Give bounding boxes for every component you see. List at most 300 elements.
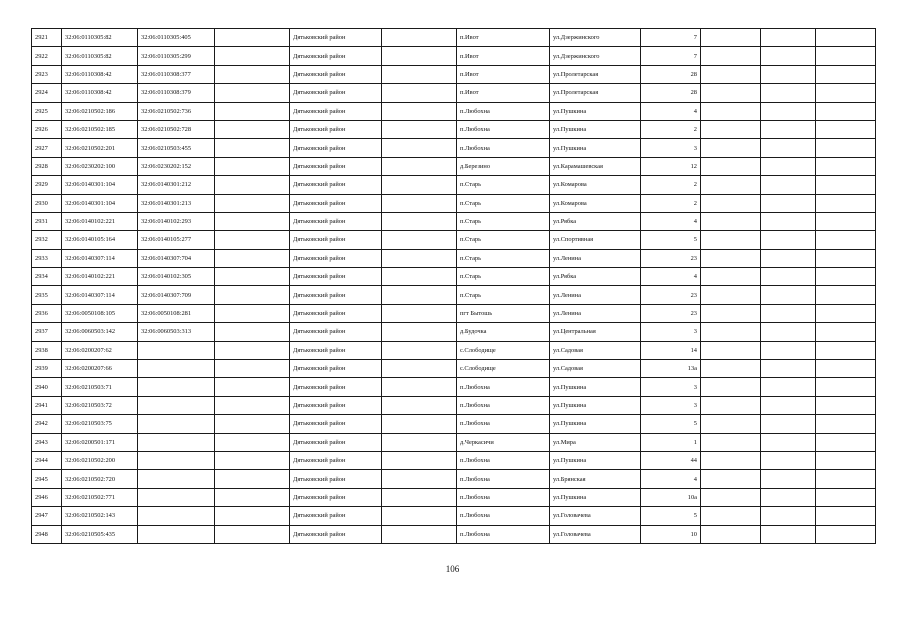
row-number-cell: 2927 <box>32 139 62 157</box>
table-row <box>32 378 876 396</box>
empty-cell <box>382 249 457 267</box>
table-row <box>32 525 876 543</box>
empty-cell <box>761 139 816 157</box>
empty-cell <box>816 341 876 359</box>
settlement-cell: д.Черкасичи <box>457 433 550 451</box>
object-cadastral-number-cell <box>138 415 215 433</box>
empty-cell <box>761 268 816 286</box>
district-cell: Дятьковский район <box>290 396 382 414</box>
district-cell: Дятьковский район <box>290 212 382 230</box>
empty-cell <box>761 47 816 65</box>
house-number-cell: 4 <box>641 470 701 488</box>
empty-cell <box>215 176 290 194</box>
table-row <box>32 286 876 304</box>
empty-cell <box>382 47 457 65</box>
settlement-cell: п.Любохна <box>457 396 550 414</box>
settlement-cell: п.Старь <box>457 212 550 230</box>
cadastral-number-cell: 32:06:0200207:66 <box>62 360 138 378</box>
empty-cell <box>382 231 457 249</box>
cadastral-number-cell: 32:06:0210502:143 <box>62 507 138 525</box>
empty-cell <box>816 304 876 322</box>
empty-cell <box>761 451 816 469</box>
table-row <box>32 120 876 138</box>
empty-cell <box>215 231 290 249</box>
empty-cell <box>701 360 761 378</box>
empty-cell <box>382 451 457 469</box>
empty-cell <box>761 323 816 341</box>
empty-cell <box>701 47 761 65</box>
table-row <box>32 47 876 65</box>
empty-cell <box>701 525 761 543</box>
settlement-cell: с.Слободище <box>457 341 550 359</box>
district-cell: Дятьковский район <box>290 451 382 469</box>
empty-cell <box>382 360 457 378</box>
empty-cell <box>382 286 457 304</box>
settlement-cell: п.Ивот <box>457 47 550 65</box>
settlement-cell: д.Будочка <box>457 323 550 341</box>
row-number-cell: 2948 <box>32 525 62 543</box>
settlement-cell: пгт Бытошь <box>457 304 550 322</box>
cadastral-number-cell: 32:06:0110305:82 <box>62 47 138 65</box>
table-row <box>32 396 876 414</box>
settlement-cell: п.Любохна <box>457 451 550 469</box>
empty-cell <box>761 157 816 175</box>
empty-cell <box>761 231 816 249</box>
empty-cell <box>761 286 816 304</box>
object-cadastral-number-cell: 32:06:0140301:212 <box>138 176 215 194</box>
house-number-cell: 23 <box>641 286 701 304</box>
cadastral-number-cell: 32:06:0110308:42 <box>62 65 138 83</box>
empty-cell <box>816 396 876 414</box>
table-row <box>32 231 876 249</box>
empty-cell <box>701 488 761 506</box>
row-number-cell: 2946 <box>32 488 62 506</box>
empty-cell <box>382 212 457 230</box>
empty-cell <box>215 286 290 304</box>
house-number-cell: 5 <box>641 415 701 433</box>
cadastral-number-cell: 32:06:0210503:72 <box>62 396 138 414</box>
empty-cell <box>215 304 290 322</box>
empty-cell <box>761 304 816 322</box>
district-cell: Дятьковский район <box>290 415 382 433</box>
empty-cell <box>215 360 290 378</box>
table-row <box>32 415 876 433</box>
house-number-cell: 5 <box>641 231 701 249</box>
cadastral-number-cell: 32:06:0210502:201 <box>62 139 138 157</box>
cadastral-number-cell: 32:06:0210502:186 <box>62 102 138 120</box>
cadastral-number-cell: 32:06:0140105:164 <box>62 231 138 249</box>
registry-table <box>31 28 876 544</box>
empty-cell <box>382 415 457 433</box>
empty-cell <box>761 212 816 230</box>
empty-cell <box>701 396 761 414</box>
house-number-cell: 23 <box>641 304 701 322</box>
empty-cell <box>215 139 290 157</box>
empty-cell <box>816 47 876 65</box>
empty-cell <box>816 139 876 157</box>
object-cadastral-number-cell <box>138 525 215 543</box>
street-cell: ул.Садовая <box>550 341 641 359</box>
house-number-cell: 12 <box>641 157 701 175</box>
table-row <box>32 304 876 322</box>
district-cell: Дятьковский район <box>290 286 382 304</box>
empty-cell <box>701 415 761 433</box>
empty-cell <box>382 433 457 451</box>
district-cell: Дятьковский район <box>290 176 382 194</box>
empty-cell <box>761 433 816 451</box>
table-row <box>32 470 876 488</box>
cadastral-number-cell: 32:06:0140301:104 <box>62 176 138 194</box>
empty-cell <box>382 470 457 488</box>
cadastral-number-cell: 32:06:0210503:75 <box>62 415 138 433</box>
empty-cell <box>215 29 290 47</box>
cadastral-number-cell: 32:06:0060503:142 <box>62 323 138 341</box>
empty-cell <box>701 378 761 396</box>
empty-cell <box>215 157 290 175</box>
row-number-cell: 2921 <box>32 29 62 47</box>
street-cell: ул.Пролетарская <box>550 84 641 102</box>
house-number-cell: 1 <box>641 433 701 451</box>
district-cell: Дятьковский район <box>290 470 382 488</box>
street-cell: ул.Садовая <box>550 360 641 378</box>
settlement-cell: п.Любохна <box>457 507 550 525</box>
empty-cell <box>215 415 290 433</box>
cadastral-number-cell: 32:06:0140102:221 <box>62 268 138 286</box>
row-number-cell: 2943 <box>32 433 62 451</box>
empty-cell <box>382 65 457 83</box>
empty-cell <box>701 268 761 286</box>
empty-cell <box>701 507 761 525</box>
empty-cell <box>382 525 457 543</box>
table-row <box>32 176 876 194</box>
empty-cell <box>816 451 876 469</box>
cadastral-number-cell: 32:06:0140102:221 <box>62 212 138 230</box>
empty-cell <box>761 249 816 267</box>
object-cadastral-number-cell: 32:06:0110305:299 <box>138 47 215 65</box>
empty-cell <box>761 194 816 212</box>
empty-cell <box>382 378 457 396</box>
object-cadastral-number-cell: 32:06:0140301:213 <box>138 194 215 212</box>
empty-cell <box>761 507 816 525</box>
street-cell: ул.Пушкина <box>550 488 641 506</box>
house-number-cell: 4 <box>641 212 701 230</box>
empty-cell <box>761 470 816 488</box>
empty-cell <box>701 65 761 83</box>
object-cadastral-number-cell <box>138 488 215 506</box>
row-number-cell: 2947 <box>32 507 62 525</box>
cadastral-number-cell: 32:06:0140307:114 <box>62 249 138 267</box>
empty-cell <box>761 65 816 83</box>
empty-cell <box>701 157 761 175</box>
cadastral-number-cell: 32:06:0110305:82 <box>62 29 138 47</box>
empty-cell <box>701 341 761 359</box>
district-cell: Дятьковский район <box>290 47 382 65</box>
street-cell: ул.Рябка <box>550 212 641 230</box>
object-cadastral-number-cell <box>138 451 215 469</box>
cadastral-number-cell: 32:06:0210503:71 <box>62 378 138 396</box>
empty-cell <box>761 84 816 102</box>
table-row <box>32 212 876 230</box>
district-cell: Дятьковский район <box>290 249 382 267</box>
settlement-cell: с.Слободище <box>457 360 550 378</box>
house-number-cell: 44 <box>641 451 701 469</box>
empty-cell <box>816 488 876 506</box>
empty-cell <box>215 396 290 414</box>
house-number-cell: 23 <box>641 249 701 267</box>
empty-cell <box>382 194 457 212</box>
empty-cell <box>215 65 290 83</box>
street-cell: ул.Дзержинского <box>550 47 641 65</box>
empty-cell <box>701 84 761 102</box>
district-cell: Дятьковский район <box>290 268 382 286</box>
empty-cell <box>761 176 816 194</box>
house-number-cell: 4 <box>641 102 701 120</box>
street-cell: ул.Спортивная <box>550 231 641 249</box>
empty-cell <box>761 415 816 433</box>
street-cell: ул.Ленина <box>550 304 641 322</box>
empty-cell <box>816 268 876 286</box>
empty-cell <box>382 139 457 157</box>
district-cell: Дятьковский район <box>290 231 382 249</box>
empty-cell <box>215 451 290 469</box>
empty-cell <box>816 176 876 194</box>
empty-cell <box>816 360 876 378</box>
cadastral-number-cell: 32:06:0200501:171 <box>62 433 138 451</box>
object-cadastral-number-cell: 32:06:0230202:152 <box>138 157 215 175</box>
district-cell: Дятьковский район <box>290 304 382 322</box>
empty-cell <box>382 341 457 359</box>
table-row <box>32 249 876 267</box>
street-cell: ул.Комарова <box>550 176 641 194</box>
table-row <box>32 102 876 120</box>
empty-cell <box>215 433 290 451</box>
empty-cell <box>701 249 761 267</box>
empty-cell <box>215 212 290 230</box>
object-cadastral-number-cell <box>138 470 215 488</box>
table-row <box>32 84 876 102</box>
empty-cell <box>816 323 876 341</box>
row-number-cell: 2932 <box>32 231 62 249</box>
object-cadastral-number-cell: 32:06:0110305:405 <box>138 29 215 47</box>
empty-cell <box>816 433 876 451</box>
empty-cell <box>382 323 457 341</box>
empty-cell <box>215 84 290 102</box>
empty-cell <box>761 29 816 47</box>
empty-cell <box>701 139 761 157</box>
table-row <box>32 341 876 359</box>
district-cell: Дятьковский район <box>290 157 382 175</box>
empty-cell <box>382 29 457 47</box>
settlement-cell: п.Старь <box>457 231 550 249</box>
cadastral-number-cell: 32:06:0210502:720 <box>62 470 138 488</box>
empty-cell <box>215 194 290 212</box>
empty-cell <box>382 304 457 322</box>
object-cadastral-number-cell: 32:06:0110308:379 <box>138 84 215 102</box>
empty-cell <box>701 470 761 488</box>
table-row <box>32 194 876 212</box>
row-number-cell: 2935 <box>32 286 62 304</box>
row-number-cell: 2938 <box>32 341 62 359</box>
cadastral-number-cell: 32:06:0110308:42 <box>62 84 138 102</box>
house-number-cell: 2 <box>641 194 701 212</box>
empty-cell <box>215 378 290 396</box>
empty-cell <box>382 102 457 120</box>
table-row <box>32 157 876 175</box>
house-number-cell: 4 <box>641 268 701 286</box>
empty-cell <box>761 360 816 378</box>
table-row <box>32 433 876 451</box>
row-number-cell: 2928 <box>32 157 62 175</box>
settlement-cell: п.Старь <box>457 249 550 267</box>
object-cadastral-number-cell: 32:06:0140102:305 <box>138 268 215 286</box>
district-cell: Дятьковский район <box>290 120 382 138</box>
empty-cell <box>701 29 761 47</box>
empty-cell <box>816 84 876 102</box>
house-number-cell: 10 <box>641 525 701 543</box>
settlement-cell: п.Любохна <box>457 488 550 506</box>
district-cell: Дятьковский район <box>290 84 382 102</box>
empty-cell <box>761 102 816 120</box>
house-number-cell: 14 <box>641 341 701 359</box>
cadastral-number-cell: 32:06:0200207:62 <box>62 341 138 359</box>
settlement-cell: п.Старь <box>457 176 550 194</box>
settlement-cell: п.Старь <box>457 286 550 304</box>
cadastral-number-cell: 32:06:0210502:771 <box>62 488 138 506</box>
empty-cell <box>215 507 290 525</box>
empty-cell <box>701 433 761 451</box>
district-cell: Дятьковский район <box>290 360 382 378</box>
empty-cell <box>382 396 457 414</box>
empty-cell <box>701 120 761 138</box>
street-cell: ул.Пушкина <box>550 451 641 469</box>
district-cell: Дятьковский район <box>290 341 382 359</box>
district-cell: Дятьковский район <box>290 65 382 83</box>
street-cell: ул.Пушкина <box>550 415 641 433</box>
street-cell: ул.Головачева <box>550 525 641 543</box>
cadastral-number-cell: 32:06:0210502:200 <box>62 451 138 469</box>
object-cadastral-number-cell: 32:06:0210502:736 <box>138 102 215 120</box>
house-number-cell: 7 <box>641 29 701 47</box>
empty-cell <box>816 120 876 138</box>
street-cell: ул.Головачева <box>550 507 641 525</box>
row-number-cell: 2945 <box>32 470 62 488</box>
empty-cell <box>701 176 761 194</box>
house-number-cell: 13а <box>641 360 701 378</box>
empty-cell <box>382 84 457 102</box>
table-row <box>32 507 876 525</box>
table-row <box>32 29 876 47</box>
street-cell: ул.Рябка <box>550 268 641 286</box>
empty-cell <box>215 488 290 506</box>
table-row <box>32 488 876 506</box>
empty-cell <box>701 231 761 249</box>
district-cell: Дятьковский район <box>290 29 382 47</box>
empty-cell <box>382 157 457 175</box>
empty-cell <box>816 470 876 488</box>
empty-cell <box>382 176 457 194</box>
empty-cell <box>382 488 457 506</box>
object-cadastral-number-cell <box>138 507 215 525</box>
empty-cell <box>761 378 816 396</box>
empty-cell <box>215 249 290 267</box>
empty-cell <box>701 451 761 469</box>
street-cell: ул.Пушкина <box>550 102 641 120</box>
street-cell: ул.Комарова <box>550 194 641 212</box>
empty-cell <box>215 525 290 543</box>
house-number-cell: 10а <box>641 488 701 506</box>
row-number-cell: 2931 <box>32 212 62 230</box>
street-cell: ул.Ленина <box>550 249 641 267</box>
empty-cell <box>761 525 816 543</box>
empty-cell <box>816 378 876 396</box>
empty-cell <box>816 194 876 212</box>
empty-cell <box>215 47 290 65</box>
district-cell: Дятьковский район <box>290 433 382 451</box>
settlement-cell: п.Ивот <box>457 29 550 47</box>
object-cadastral-number-cell: 32:06:0110308:377 <box>138 65 215 83</box>
table-row <box>32 323 876 341</box>
cadastral-number-cell: 32:06:0050108:105 <box>62 304 138 322</box>
object-cadastral-number-cell: 32:06:0210502:728 <box>138 120 215 138</box>
row-number-cell: 2923 <box>32 65 62 83</box>
empty-cell <box>701 323 761 341</box>
district-cell: Дятьковский район <box>290 488 382 506</box>
street-cell: ул.Карамашевская <box>550 157 641 175</box>
house-number-cell: 7 <box>641 47 701 65</box>
settlement-cell: д.Березино <box>457 157 550 175</box>
settlement-cell: п.Ивот <box>457 65 550 83</box>
row-number-cell: 2934 <box>32 268 62 286</box>
empty-cell <box>816 249 876 267</box>
empty-cell <box>761 488 816 506</box>
house-number-cell: 3 <box>641 139 701 157</box>
cadastral-number-cell: 32:06:0230202:100 <box>62 157 138 175</box>
empty-cell <box>816 507 876 525</box>
district-cell: Дятьковский район <box>290 102 382 120</box>
settlement-cell: п.Любохна <box>457 139 550 157</box>
empty-cell <box>701 286 761 304</box>
empty-cell <box>701 194 761 212</box>
page-number: 106 <box>445 564 460 574</box>
row-number-cell: 2926 <box>32 120 62 138</box>
district-cell: Дятьковский район <box>290 525 382 543</box>
object-cadastral-number-cell: 32:06:0140307:709 <box>138 286 215 304</box>
empty-cell <box>761 396 816 414</box>
object-cadastral-number-cell: 32:06:0140307:704 <box>138 249 215 267</box>
settlement-cell: п.Ивот <box>457 84 550 102</box>
object-cadastral-number-cell: 32:06:0060503:313 <box>138 323 215 341</box>
cadastral-number-cell: 32:06:0140307:114 <box>62 286 138 304</box>
empty-cell <box>215 120 290 138</box>
settlement-cell: п.Любохна <box>457 415 550 433</box>
table-row <box>32 65 876 83</box>
district-cell: Дятьковский район <box>290 194 382 212</box>
cadastral-number-cell: 32:06:0140301:104 <box>62 194 138 212</box>
object-cadastral-number-cell: 32:06:0140102:293 <box>138 212 215 230</box>
empty-cell <box>761 120 816 138</box>
empty-cell <box>816 212 876 230</box>
empty-cell <box>215 102 290 120</box>
empty-cell <box>816 157 876 175</box>
row-number-cell: 2940 <box>32 378 62 396</box>
empty-cell <box>701 102 761 120</box>
cadastral-number-cell: 32:06:0210502:185 <box>62 120 138 138</box>
house-number-cell: 5 <box>641 507 701 525</box>
row-number-cell: 2939 <box>32 360 62 378</box>
house-number-cell: 3 <box>641 323 701 341</box>
district-cell: Дятьковский район <box>290 507 382 525</box>
settlement-cell: п.Любохна <box>457 120 550 138</box>
